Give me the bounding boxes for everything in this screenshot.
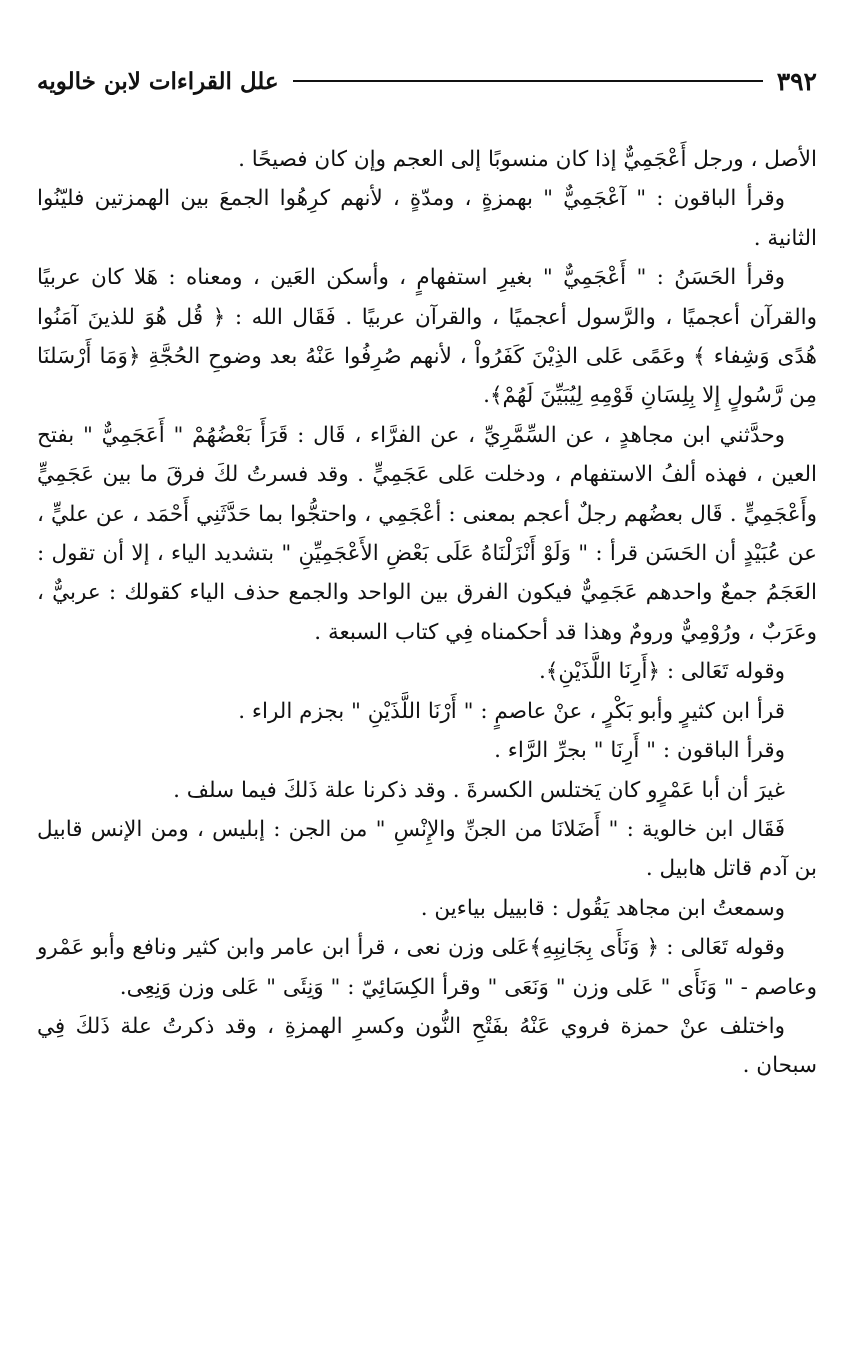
paragraph: الأصل ، ورجل أَعْجَمِيٌّ إذا كان منسوبًا إلى العجم وإن كان فصيحًا . (238, 147, 817, 172)
paragraph: فَقَال ابن خالوية : " أَضَلانَا من الجنِّ والإِنْسِ " من الجن : إبليس ، ومن الإنس قابيل بن آدم قاتل هابيل . (37, 816, 817, 882)
paragraph: وقوله تَعَالى : ﴿أَرِنَا اللَّذَيْنِ﴾. (538, 659, 785, 685)
paragraph: وحدَّثني ابن مجاهدٍ ، عن السِّمَّرِيِّ ، عن الفرَّاء ، قَال : قَرَأَ بَعْضُهُمْ " أَعَجَمِيٌّ " بفتح العين ، فهذه ألفُ الاستفهام ، ودخلت عَلى عَجَمِيٍّ . وقد فسرتُ لكَ فرقَ ما بين عَجَمِيٍّ وأَعْجَمِيٍّ . قَال بعضُهم رجلٌ أعجم بمعنى : أعْجَمِي ، واحتجُّوا بما حَدَّثَنِي أَحْمَد ، عن عليٍّ ، عن عُبَيْدٍ أن الحَسَن قرأ : " وَلَوْ أَنْزَلْنَاهُ عَلَى بَعْضِ الأَعْجَمِيِّنِ " بتشديد الياء ، إلا أن تقول : العَجَمُ جمعٌ واحدهم عَجَمِيٌّ فيكون الفرق بين الواحد والجمع حذف الياء كقولك : عربيٌّ ، وعَرَبٌ ، ورُوْمِيٌّ ورومٌ وهذا قد أحكمناه فِي كتاب السبعة . (37, 422, 817, 645)
page-number: ٣٩٢ (776, 66, 817, 96)
body-text (37, 140, 817, 1086)
book-page (37, 60, 817, 1086)
paragraph: وقوله تَعَالى : ﴿ وَنَأَى بِجَانِبِهِ﴾عَلى وزن نعى ، قرأ ابن عامر وابن كثير ونافع وأبو عَمْرو وعاصم - " وَنَأَى " عَلى وزن " وَنَعَى " وقرأ الكِسَائِيّ : " وَنِئَى " عَلى وزن وَنِعِى. (37, 935, 817, 1000)
paragraph: وقرأ الباقون : " أَرِنَا " بجرِّ الرَّاء . (494, 738, 785, 764)
paragraph: غيرَ أن أبا عَمْرٍو كان يَختلس الكسرةَ . وقد ذكرنا علة ذَلكَ فيما سلف . (173, 777, 785, 803)
header-rule (293, 80, 763, 82)
paragraph: وسمعتُ ابن مجاهد يَقُول : قابييل بياءين . (420, 895, 785, 921)
running-title: علل القراءات لابن خالويه (37, 67, 279, 95)
paragraph: وقرأ الحَسَنُ : " أَعْجَمِيٌّ " بغيرِ استفهامٍ ، وأسكن العَين ، ومعناه : هَلا كان عربيًا والقرآن أعجميًا ، والرَّسول أعجميًا ، والقرآن عربيًا . فَقَال الله : ﴿ قُل هُوَ للذينَ آمَنُوا هُدًى وَشِفاء ﴾ وعَمًى عَلى الذِيْنَ كَفَرُواْ ، لأنهم صُرِفُوا عَنْهُ بعد وضوحِ الحُجَّةِ ﴿وَمَا أَرْسَلنَا مِن رَّسُولٍ إِلا بِلِسَانِ قَوْمِهِ لِيُبَيِّنَ لَهُمْ﴾. (37, 265, 817, 409)
page-header (37, 60, 817, 102)
paragraph: قرأ ابن كثيرٍ وأبو بَكْرٍ ، عنْ عاصمٍ : " أَرْنَا اللَّذَيْنِ " بجزم الراء . (238, 698, 785, 724)
paragraph: واختلف عنْ حمزة فروي عَنْهُ بفَتْحِ النُّون وكسرِ الهمزةِ ، وقد ذكرتُ علة ذَلكَ فِي سبحان . (37, 1013, 817, 1079)
paragraph: وقرأ الباقون : " آعْجَمِيٌّ " بهمزةٍ ، ومدّةٍ ، لأنهم كرِهُوا الجمعَ بين الهمزتين فليّنُوا الثانية . (37, 186, 817, 251)
